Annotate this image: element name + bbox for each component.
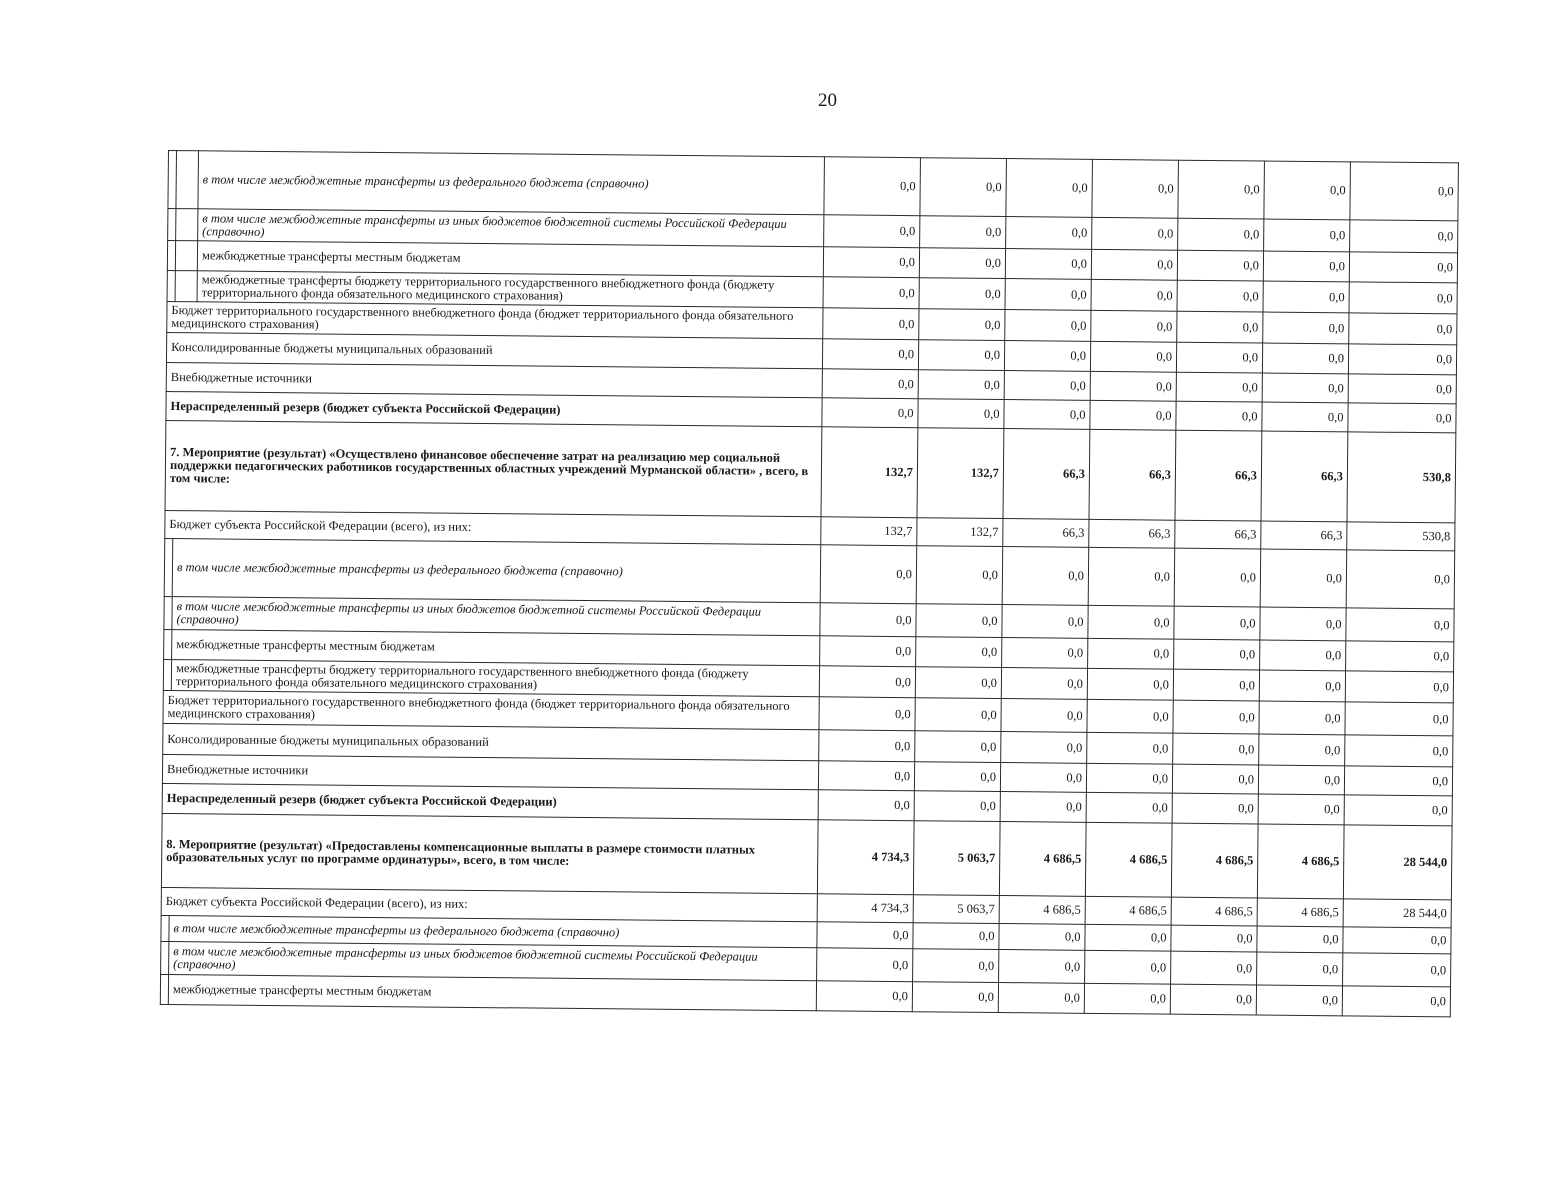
value-cell: 0,0 xyxy=(916,546,1003,605)
value-cell: 0,0 xyxy=(1345,671,1453,703)
value-cell: 0,0 xyxy=(1264,161,1351,220)
value-cell: 0,0 xyxy=(1090,400,1176,430)
value-cell: 0,0 xyxy=(1087,668,1173,700)
value-cell: 66,3 xyxy=(1261,431,1348,522)
value-cell: 0,0 xyxy=(1350,162,1459,221)
value-cell: 5 063,7 xyxy=(913,895,999,924)
indent-gutter xyxy=(161,915,169,941)
table-row xyxy=(165,420,1456,522)
value-cell: 0,0 xyxy=(822,398,918,428)
value-cell: 0,0 xyxy=(816,981,912,1012)
value-cell: 4 686,5 xyxy=(999,896,1085,925)
value-cell: 0,0 xyxy=(1092,159,1179,218)
value-cell: 0,0 xyxy=(1087,699,1173,733)
value-cell: 0,0 xyxy=(1173,700,1259,734)
value-cell: 0,0 xyxy=(1263,281,1349,313)
value-cell: 0,0 xyxy=(1342,986,1450,1017)
row-label: 8. Мероприятие (результат) «Предоставлены компенсационные выплаты в размере стоимости платных образовательных услуг по программе ординатуры», всего, в том числе: xyxy=(161,813,818,893)
value-cell: 0,0 xyxy=(1171,951,1257,985)
value-cell: 0,0 xyxy=(824,215,920,248)
value-cell: 0,0 xyxy=(1349,282,1457,314)
value-cell: 0,0 xyxy=(1001,732,1087,764)
value-cell: 0,0 xyxy=(1177,250,1263,281)
value-cell: 0,0 xyxy=(1259,670,1345,702)
value-cell: 0,0 xyxy=(919,278,1005,310)
row-label: межбюджетные трансферты бюджету территориального государственного внебюджетного фонда (бюджету территориального фонда обязательного медицинского страхования) xyxy=(171,660,819,697)
value-cell: 0,0 xyxy=(1257,952,1343,986)
value-cell: 0,0 xyxy=(1343,953,1451,987)
page-number: 20 xyxy=(818,90,837,111)
value-cell: 0,0 xyxy=(820,545,917,604)
value-cell: 0,0 xyxy=(1345,702,1453,736)
value-cell: 0,0 xyxy=(918,340,1004,371)
value-cell: 0,0 xyxy=(920,158,1007,217)
value-cell: 0,0 xyxy=(1087,732,1173,764)
value-cell: 0,0 xyxy=(819,666,915,698)
value-cell: 0,0 xyxy=(1178,160,1265,219)
value-cell: 0,0 xyxy=(1174,606,1260,640)
value-cell: 0,0 xyxy=(1348,403,1456,433)
value-cell: 0,0 xyxy=(1349,313,1457,345)
table-row xyxy=(161,813,1452,899)
row-label: Внебюджетные источники xyxy=(166,362,822,397)
value-cell: 0,0 xyxy=(1000,792,1086,823)
value-cell: 0,0 xyxy=(818,761,914,791)
row-label: Бюджет субъекта Российской Федерации (всего), из них: xyxy=(161,887,817,921)
budget-table-sheet xyxy=(160,150,1458,1017)
row-label: 7. Мероприятие (результат) «Осуществлено финансовое обеспечение затрат на реализацию мер социальной поддержки педагогических работников государственных областных учреждений Мурманской области» , всего, в том числе: xyxy=(165,420,822,516)
value-cell: 4 686,5 xyxy=(1085,896,1171,925)
value-cell: 0,0 xyxy=(916,604,1002,638)
value-cell: 4 686,5 xyxy=(1257,898,1343,927)
value-cell: 0,0 xyxy=(1085,950,1171,984)
value-cell: 132,7 xyxy=(917,428,1004,519)
value-cell: 0,0 xyxy=(1004,400,1090,430)
value-cell: 4 734,3 xyxy=(817,894,913,923)
value-cell: 0,0 xyxy=(1264,219,1350,252)
value-cell: 0,0 xyxy=(1177,311,1263,343)
value-cell: 0,0 xyxy=(1091,249,1177,280)
value-cell: 0,0 xyxy=(1257,926,1343,953)
value-cell: 5 063,7 xyxy=(913,821,1000,896)
row-label: в том числе межбюджетные трансферты из федерального бюджета (справочно) xyxy=(172,539,821,603)
value-cell: 0,0 xyxy=(918,399,1004,429)
indent-gutter xyxy=(164,629,172,659)
value-cell: 66,3 xyxy=(1089,519,1175,548)
row-label: в том числе межбюджетные трансферты из федерального бюджета (справочно) xyxy=(198,151,825,215)
value-cell: 0,0 xyxy=(1000,763,1086,793)
value-cell: 0,0 xyxy=(1176,401,1262,431)
row-label: Бюджет территориального государственного внебюджетного фонда (бюджет территориального фонда обязательного медицинского страхования) xyxy=(167,301,823,338)
value-cell: 0,0 xyxy=(914,762,1000,792)
value-cell: 0,0 xyxy=(1092,217,1178,250)
value-cell: 0,0 xyxy=(914,791,1000,822)
value-cell: 0,0 xyxy=(1006,217,1092,250)
value-cell: 0,0 xyxy=(1349,252,1457,283)
value-cell: 0,0 xyxy=(1262,373,1348,403)
indent-gutter xyxy=(175,271,197,302)
value-cell: 0,0 xyxy=(819,730,915,762)
value-cell: 0,0 xyxy=(822,369,918,399)
value-cell: 0,0 xyxy=(823,247,919,278)
value-cell: 4 686,5 xyxy=(1257,824,1344,899)
value-cell: 0,0 xyxy=(1346,641,1454,672)
row-label: Консолидированные бюджеты муниципальных образований xyxy=(166,332,822,368)
value-cell: 0,0 xyxy=(1091,279,1177,311)
value-cell: 0,0 xyxy=(822,339,918,370)
value-cell: 530,8 xyxy=(1347,522,1455,551)
row-label: Нераспределенный резерв (бюджет субъекта Российской Федерации) xyxy=(166,391,822,426)
value-cell: 0,0 xyxy=(1344,766,1452,796)
value-cell: 28 544,0 xyxy=(1343,825,1452,900)
value-cell: 0,0 xyxy=(1177,280,1263,312)
value-cell: 0,0 xyxy=(1004,341,1090,372)
value-cell: 0,0 xyxy=(1088,638,1174,669)
value-cell: 0,0 xyxy=(1005,249,1091,280)
indent-gutter xyxy=(175,241,197,271)
value-cell: 0,0 xyxy=(1174,639,1260,670)
value-cell: 0,0 xyxy=(1348,374,1456,404)
value-cell: 0,0 xyxy=(1346,608,1454,642)
value-cell: 0,0 xyxy=(916,637,1002,668)
value-cell: 132,7 xyxy=(821,427,918,518)
value-cell: 0,0 xyxy=(1263,312,1349,344)
value-cell: 0,0 xyxy=(1348,344,1456,375)
value-cell: 0,0 xyxy=(1172,793,1258,824)
value-cell: 0,0 xyxy=(1176,372,1262,402)
indent-gutter xyxy=(176,151,199,209)
indent-gutter xyxy=(176,209,198,241)
value-cell: 0,0 xyxy=(1002,605,1088,639)
value-cell: 0,0 xyxy=(823,308,919,340)
value-cell: 66,3 xyxy=(1175,430,1262,521)
row-label: Бюджет субъекта Российской Федерации (всего), из них: xyxy=(165,510,821,544)
value-cell: 0,0 xyxy=(1345,735,1453,767)
row-label: Нераспределенный резерв (бюджет субъекта Российской Федерации) xyxy=(162,783,818,819)
value-cell: 0,0 xyxy=(1176,342,1262,373)
value-cell: 0,0 xyxy=(915,667,1001,699)
value-cell: 0,0 xyxy=(1259,701,1345,735)
value-cell: 0,0 xyxy=(1086,792,1172,823)
row-label: Внебюджетные источники xyxy=(162,754,818,789)
value-cell: 132,7 xyxy=(821,517,917,546)
value-cell: 0,0 xyxy=(1002,638,1088,669)
budget-table xyxy=(160,150,1459,1017)
value-cell: 0,0 xyxy=(1258,765,1344,795)
value-cell: 0,0 xyxy=(913,949,999,983)
value-cell: 0,0 xyxy=(1088,547,1175,606)
value-cell: 4 686,5 xyxy=(1171,897,1257,926)
value-cell: 0,0 xyxy=(1262,402,1348,432)
value-cell: 0,0 xyxy=(1088,605,1174,639)
value-cell: 0,0 xyxy=(1084,983,1170,1014)
indent-gutter xyxy=(160,974,168,1004)
value-cell: 0,0 xyxy=(1005,310,1091,342)
row-label: Бюджет территориального государственного внебюджетного фонда (бюджет территориального фонда обязательного медицинского страхования) xyxy=(163,690,819,729)
value-cell: 0,0 xyxy=(913,923,999,950)
value-cell: 0,0 xyxy=(817,922,913,949)
value-cell: 0,0 xyxy=(1343,927,1451,954)
value-cell: 0,0 xyxy=(999,924,1085,951)
value-cell: 4 686,5 xyxy=(999,822,1086,897)
value-cell: 0,0 xyxy=(1174,548,1261,607)
value-cell: 0,0 xyxy=(1256,985,1342,1016)
value-cell: 66,3 xyxy=(1003,519,1089,548)
row-label: в том числе межбюджетные трансферты из федерального бюджета (справочно) xyxy=(169,916,817,948)
value-cell: 28 544,0 xyxy=(1343,899,1451,928)
value-cell: 0,0 xyxy=(1346,550,1455,609)
value-cell: 0,0 xyxy=(1090,341,1176,372)
value-cell: 0,0 xyxy=(998,983,1084,1014)
value-cell: 0,0 xyxy=(824,157,921,216)
value-cell: 0,0 xyxy=(1170,984,1256,1015)
value-cell: 0,0 xyxy=(1344,795,1452,826)
value-cell: 4 734,3 xyxy=(817,820,914,895)
value-cell: 0,0 xyxy=(1172,764,1258,794)
row-label: в том числе межбюджетные трансферты из иных бюджетов бюджетной системы Российской Федерации (справочно) xyxy=(172,597,820,636)
value-cell: 0,0 xyxy=(1002,547,1089,606)
value-cell: 0,0 xyxy=(1263,251,1349,282)
value-cell: 0,0 xyxy=(1260,607,1346,641)
value-cell: 66,3 xyxy=(1003,429,1090,520)
value-cell: 0,0 xyxy=(820,603,916,637)
value-cell: 0,0 xyxy=(920,216,1006,249)
value-cell: 0,0 xyxy=(919,248,1005,279)
row-label: межбюджетные трансферты местным бюджетам xyxy=(172,630,820,666)
value-cell: 0,0 xyxy=(1350,220,1458,253)
value-cell: 0,0 xyxy=(1171,925,1257,952)
value-cell: 0,0 xyxy=(1260,640,1346,671)
value-cell: 0,0 xyxy=(1001,699,1087,733)
value-cell: 530,8 xyxy=(1347,432,1456,523)
value-cell: 66,3 xyxy=(1175,520,1261,549)
value-cell: 0,0 xyxy=(1258,794,1344,825)
value-cell: 66,3 xyxy=(1261,521,1347,550)
row-label: в том числе межбюджетные трансферты из иных бюджетов бюджетной системы Российской Федерации (справочно) xyxy=(198,209,824,247)
row-label: в том числе межбюджетные трансферты из иных бюджетов бюджетной системы Российской Федерации (справочно) xyxy=(169,942,817,981)
value-cell: 4 686,5 xyxy=(1171,823,1258,898)
row-label: межбюджетные трансферты местным бюджетам xyxy=(197,241,823,277)
indent-gutter xyxy=(167,241,175,271)
value-cell: 0,0 xyxy=(999,950,1085,984)
value-cell: 0,0 xyxy=(1259,734,1345,766)
value-cell: 0,0 xyxy=(820,636,916,667)
value-cell: 0,0 xyxy=(1262,343,1348,374)
value-cell: 0,0 xyxy=(1085,924,1171,951)
value-cell: 0,0 xyxy=(1173,669,1259,701)
value-cell: 0,0 xyxy=(919,309,1005,341)
value-cell: 0,0 xyxy=(915,731,1001,763)
value-cell: 66,3 xyxy=(1089,429,1176,520)
value-cell: 0,0 xyxy=(918,370,1004,400)
row-label: межбюджетные трансферты местным бюджетам xyxy=(168,975,816,1011)
value-cell: 0,0 xyxy=(1005,279,1091,311)
value-cell: 0,0 xyxy=(1004,371,1090,401)
value-cell: 0,0 xyxy=(1178,218,1264,251)
value-cell: 0,0 xyxy=(1001,668,1087,700)
value-cell: 0,0 xyxy=(1006,159,1093,218)
value-cell: 0,0 xyxy=(819,697,915,731)
row-label: межбюджетные трансферты бюджету территориального государственного внебюджетного фонда (бюджету территориального фонда обязательного медицинского страхования) xyxy=(197,271,823,308)
value-cell: 0,0 xyxy=(1091,310,1177,342)
value-cell: 0,0 xyxy=(1086,763,1172,793)
value-cell: 0,0 xyxy=(817,948,913,982)
value-cell: 0,0 xyxy=(1090,371,1176,401)
value-cell: 4 686,5 xyxy=(1085,822,1172,897)
value-cell: 0,0 xyxy=(823,277,919,309)
value-cell: 0,0 xyxy=(818,790,914,821)
value-cell: 0,0 xyxy=(1260,549,1347,608)
value-cell: 0,0 xyxy=(912,982,998,1013)
value-cell: 0,0 xyxy=(915,698,1001,732)
budget-table-body xyxy=(160,151,1458,1017)
value-cell: 0,0 xyxy=(1173,733,1259,765)
row-label: Консолидированные бюджеты муниципальных образований xyxy=(163,723,819,760)
value-cell: 132,7 xyxy=(917,518,1003,547)
